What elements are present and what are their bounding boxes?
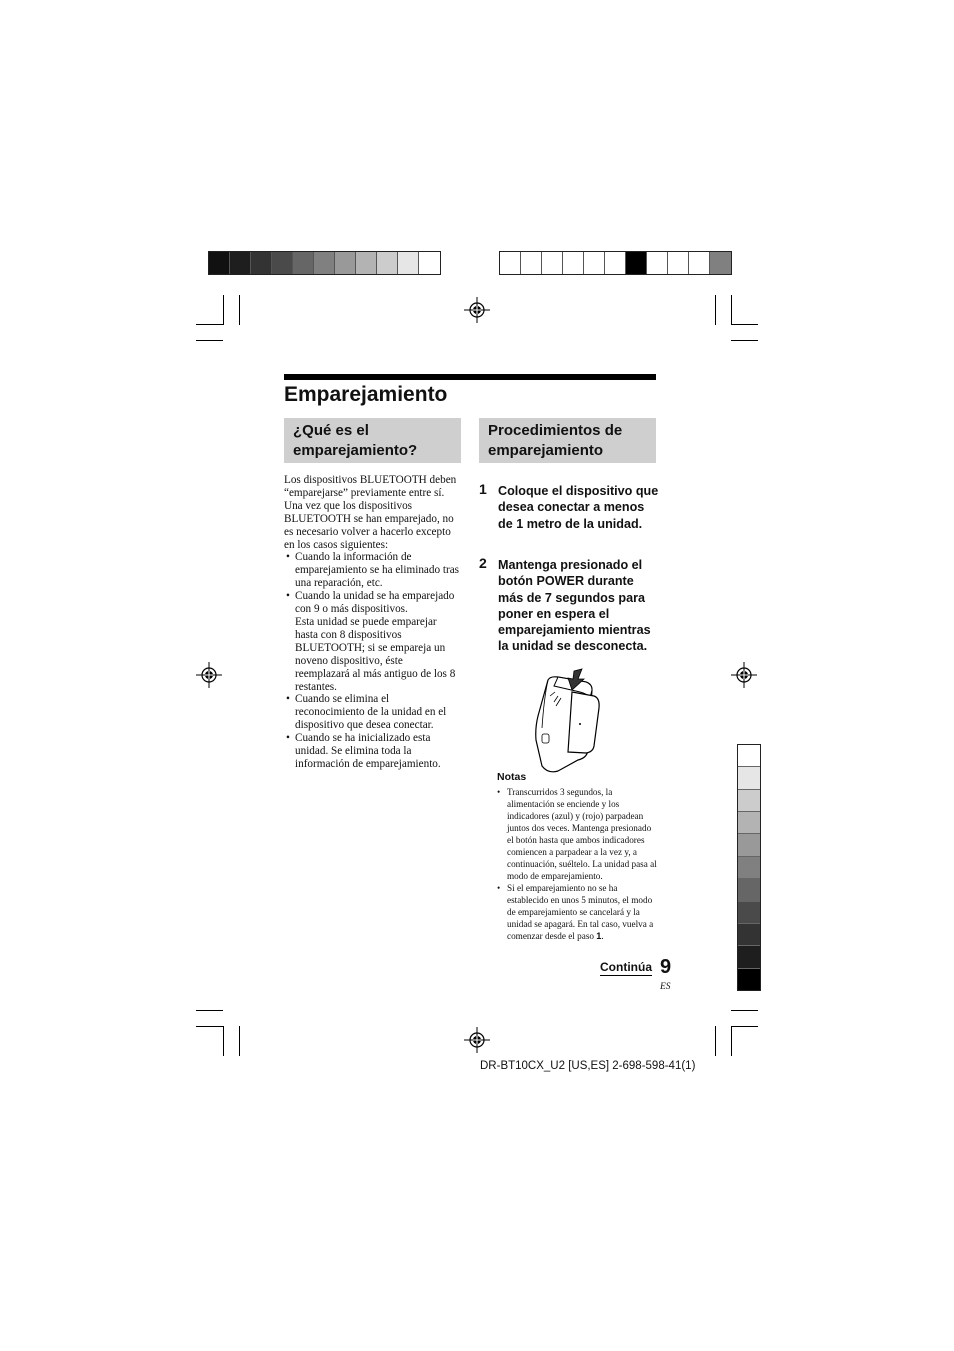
color-swatch: [377, 252, 398, 274]
crop-mark: [196, 1010, 223, 1011]
color-bar-left: [208, 251, 441, 275]
crop-mark: [196, 340, 223, 341]
intro-paragraph: Los dispositivos BLUETOOTH deben “emparejarse” previamente entre sí.: [284, 474, 457, 499]
color-swatch: [314, 252, 335, 274]
side-tab-swatch: [738, 924, 760, 946]
continued-label: Continúa: [600, 960, 652, 974]
side-tab-swatch: [738, 946, 760, 968]
side-tab-swatch: [738, 879, 760, 901]
notes-heading: Notas: [497, 771, 527, 783]
list-item-text: Cuando la unidad se ha emparejado con 9 o más dispositivos.: [295, 590, 455, 616]
color-swatch: [563, 252, 584, 274]
crop-mark: [731, 1026, 758, 1027]
side-tab-swatch: [738, 767, 760, 789]
crop-mark: [731, 1010, 758, 1011]
list-item: • Cuando se elimina el reconocimiento de la unidad en el dispositivo que desea conectar.: [284, 693, 460, 732]
crop-mark: [731, 324, 758, 325]
intro-paragraph: Una vez que los dispositivos BLUETOOTH se han emparejado, no es necesario volver a hacerlo excepto en los casos siguientes:: [284, 499, 454, 551]
color-swatch: [500, 252, 521, 274]
step-2: [479, 557, 659, 655]
registration-mark-icon: [464, 1027, 490, 1053]
list-item: [284, 590, 460, 693]
registration-mark-icon: [464, 297, 490, 323]
page-title: Emparejamiento: [284, 383, 448, 406]
side-tab-swatch: [738, 857, 760, 879]
color-swatch: [272, 252, 293, 274]
color-swatch: [710, 252, 731, 274]
color-swatch: [542, 252, 563, 274]
step-text: Mantenga presionado el botón POWER durante más de 7 segundos para poner en espera el emparejamiento mientras la unidad se desconecta.: [498, 558, 651, 654]
title-rule: [284, 374, 656, 380]
note-item: • Transcurridos 3 segundos, la alimentación se enciende y los indicadores (azul) y (rojo) parpadean juntos dos veces. Mantenga presionado el botón hasta que ambos indicadores comiencen a parpadear a la vez y, a continuación, suéltelo. La unidad pasa al modo de emparejamiento.: [497, 786, 659, 882]
list-item: • Cuando la información de emparejamiento se ha eliminado tras una reparación, etc.: [284, 551, 460, 590]
step-1: [479, 483, 659, 532]
crop-mark: [223, 1026, 224, 1056]
color-swatch: [626, 252, 647, 274]
color-swatch: [398, 252, 419, 274]
footer-code: DR-BT10CX_U2 [US,ES] 2-698-598-41(1): [480, 1060, 696, 1072]
crop-mark: [715, 1026, 716, 1056]
step-number: 2: [479, 555, 487, 571]
device-illustration: [528, 668, 608, 778]
side-tab-swatch: [738, 790, 760, 812]
color-swatch: [668, 252, 689, 274]
crop-mark: [239, 295, 240, 325]
crop-mark: [196, 324, 223, 325]
language-code: ES: [660, 982, 671, 992]
side-index-tab: [737, 744, 761, 991]
section-heading-text: ¿Qué es el emparejamiento?: [293, 422, 418, 459]
crop-mark: [239, 1026, 240, 1056]
step-text: Coloque el dispositivo que desea conectar a menos de 1 metro de la unidad.: [498, 484, 659, 531]
registration-mark-icon: [731, 662, 757, 688]
side-tab-swatch: [738, 969, 760, 990]
side-tab-swatch: [738, 902, 760, 924]
color-swatch: [521, 252, 542, 274]
section-heading-text: Procedimientos de emparejamiento: [488, 422, 623, 459]
color-swatch: [689, 252, 710, 274]
section-heading-left: [284, 418, 461, 463]
notes-list: [497, 786, 659, 942]
crop-mark: [196, 1026, 223, 1027]
list-item-note: Esta unidad se puede emparejar hasta con 8 dispositivos BLUETOOTH; si se empareja un noveno dispositivo, éste reemplazará al más antiguo de los 8 restantes.: [295, 615, 456, 693]
color-swatch: [209, 252, 230, 274]
color-swatch: [230, 252, 251, 274]
color-bar-right: [499, 251, 732, 275]
color-swatch: [419, 252, 440, 274]
crop-mark: [223, 295, 224, 325]
color-swatch: [293, 252, 314, 274]
color-swatch: [251, 252, 272, 274]
color-swatch: [647, 252, 668, 274]
note-text: Si el emparejamiento no se ha establecido en unos 5 minutos, el modo de emparejamiento se cancelará y la unidad se apagará. En tal caso, vuelva a comenzar desde el paso: [507, 883, 654, 941]
step-reference: 1: [596, 931, 602, 941]
page-number: 9: [660, 956, 672, 978]
color-swatch: [584, 252, 605, 274]
side-tab-swatch: [738, 834, 760, 856]
section-heading-right: [479, 418, 656, 463]
list-item: • Cuando se ha inicializado esta unidad. Se elimina toda la información de emparejamiento.: [284, 732, 460, 771]
color-swatch: [356, 252, 377, 274]
registration-mark-icon: [196, 662, 222, 688]
color-swatch: [605, 252, 626, 274]
crop-mark: [731, 340, 758, 341]
cases-list: [284, 551, 460, 770]
side-tab-swatch: [738, 745, 760, 767]
crop-mark: [731, 295, 732, 325]
step-number: 1: [479, 481, 487, 497]
note-item: • Si el emparejamiento no se ha establecido en unos 5 minutos, el modo de emparejamiento se cancelará y la unidad se apagará. En tal caso, vuelva a comenzar desde el paso 1.: [497, 882, 659, 942]
color-swatch: [335, 252, 356, 274]
left-body: [284, 474, 460, 771]
crop-mark: [731, 1026, 732, 1056]
crop-mark: [715, 295, 716, 325]
side-tab-swatch: [738, 812, 760, 834]
